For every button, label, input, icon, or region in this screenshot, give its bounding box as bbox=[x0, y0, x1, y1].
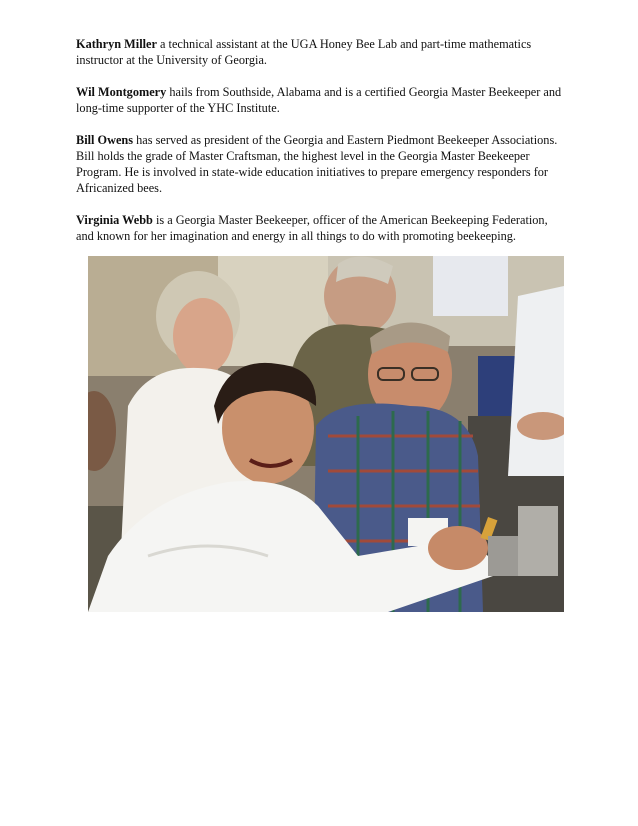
bio-name: Wil Montgomery bbox=[76, 85, 167, 99]
bio-name: Virginia Webb bbox=[76, 213, 153, 227]
bio-wil-montgomery bbox=[76, 84, 566, 116]
bio-bill-owens bbox=[76, 132, 566, 196]
bios-section bbox=[76, 36, 566, 260]
bio-virginia-webb bbox=[76, 212, 566, 244]
group-photo bbox=[88, 256, 564, 612]
bio-text: hails from Southside, Alabama and is a certified Georgia Master Beekeeper and long-time supporter of the YHC Institute. bbox=[76, 85, 562, 115]
bio-kathryn-miller bbox=[76, 36, 566, 68]
bio-name: Bill Owens bbox=[76, 133, 134, 147]
bio-text: is a Georgia Master Beekeeper, officer of the American Beekeeping Federation, and known for her imagination and energy in all things to do with promoting beekeeping. bbox=[76, 213, 548, 243]
bio-text: has served as president of the Georgia and Eastern Piedmont Beekeeper Associations. Bill holds the grade of Master Craftsman, the highest level in the Georgia Master Beekeeper Program. He is involved in state-wide education initiatives to prepare emergency responders for Africanized bees. bbox=[76, 133, 558, 195]
group-photo-illustration bbox=[88, 256, 564, 612]
bio-name: Kathryn Miller bbox=[76, 37, 157, 51]
bio-text: a technical assistant at the UGA Honey Bee Lab and part-time mathematics instructor at the University of Georgia. bbox=[76, 37, 532, 67]
